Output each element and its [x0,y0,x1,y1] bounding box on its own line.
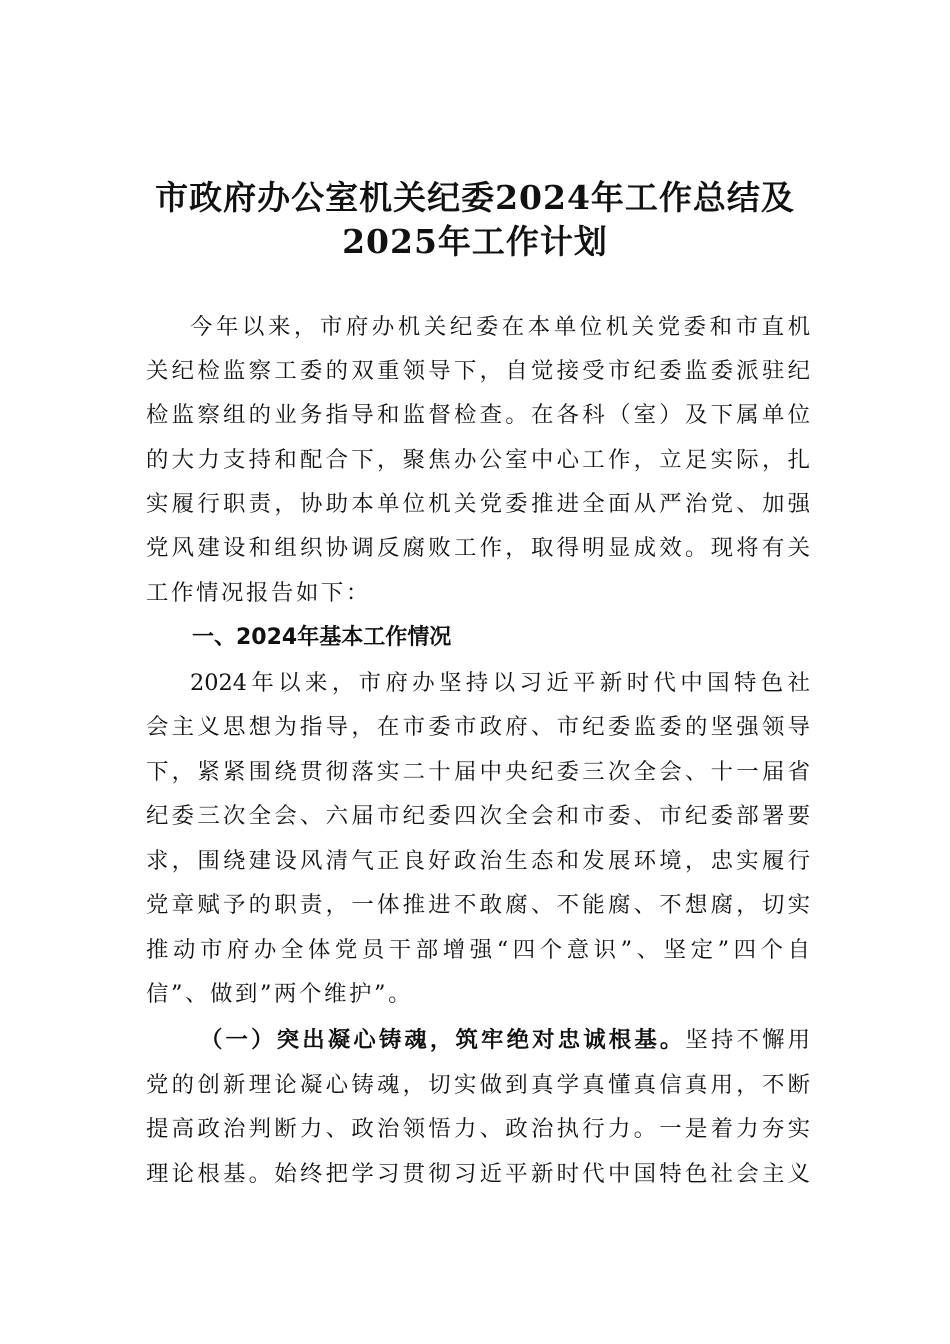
section-line: 信”、做到”两个维护”。 [146,981,414,1007]
intro-line: 实履行职责，协助本单位机关党委推进全面从严治党、加强 [146,491,810,517]
subsection-line: 党的创新理论凝心铸魂，切实做到真学真懂真信真用，不断 [146,1072,810,1098]
subsection-line: 提高政治判断力、政治领悟力、政治执行力。一是着力夯实 [146,1116,810,1142]
intro-line: 今年以来，市府办机关纪委在本单位机关党委和市直机 [190,314,810,340]
section-line: 下，紧紧围绕贯彻落实二十届中央纪委三次全会、十一届省 [146,759,810,785]
section-line: 会主义思想为指导，在市委市政府、市纪委监委的坚强领导 [146,714,810,740]
section-line: 推动市府办全体党员干部增强“四个意识”、坚定”四个自 [146,937,810,963]
intro-line: 检监察组的业务指导和监督检查。在各科（室）及下属单位 [146,402,810,428]
intro-line: 党风建设和组织协调反腐败工作，取得明显成效。现将有关 [146,535,810,561]
section-line: 求，围绕建设风清气正良好政治生态和发展环境，忠实履行 [146,848,810,874]
section-heading: 一、2024年基本工作情况 [192,625,452,650]
section-line: 2024年以来，市府办坚持以习近平新时代中国特色社 [190,670,810,696]
subsection-first-line [200,1025,810,1055]
intro-line: 工作情况报告如下： [146,580,371,606]
intro-line: 关纪检监察工委的双重领导下，自觉接受市纪委监委派驻纪 [146,358,810,384]
section-line: 党章赋予的职责，一体推进不敢腐、不能腐、不想腐，切实 [146,892,810,918]
subsection-first-rest: 坚持不懈用 [685,1027,811,1053]
document-title-line-1: 市政府办公室机关纪委2024年工作总结及 [155,178,795,217]
intro-line: 的大力支持和配合下，聚焦办公室中心工作，立足实际，扎 [146,447,810,473]
subsection-lead: （一）突出凝心铸魂，筑牢绝对忠诚根基。 [200,1027,686,1053]
section-line: 纪委三次全会、六届市纪委四次全会和市委、市纪委部署要 [146,803,810,829]
document-title-line-2: 2025年工作计划 [342,222,608,261]
subsection-line: 理论根基。始终把学习贯彻习近平新时代中国特色社会主义 [146,1161,810,1187]
